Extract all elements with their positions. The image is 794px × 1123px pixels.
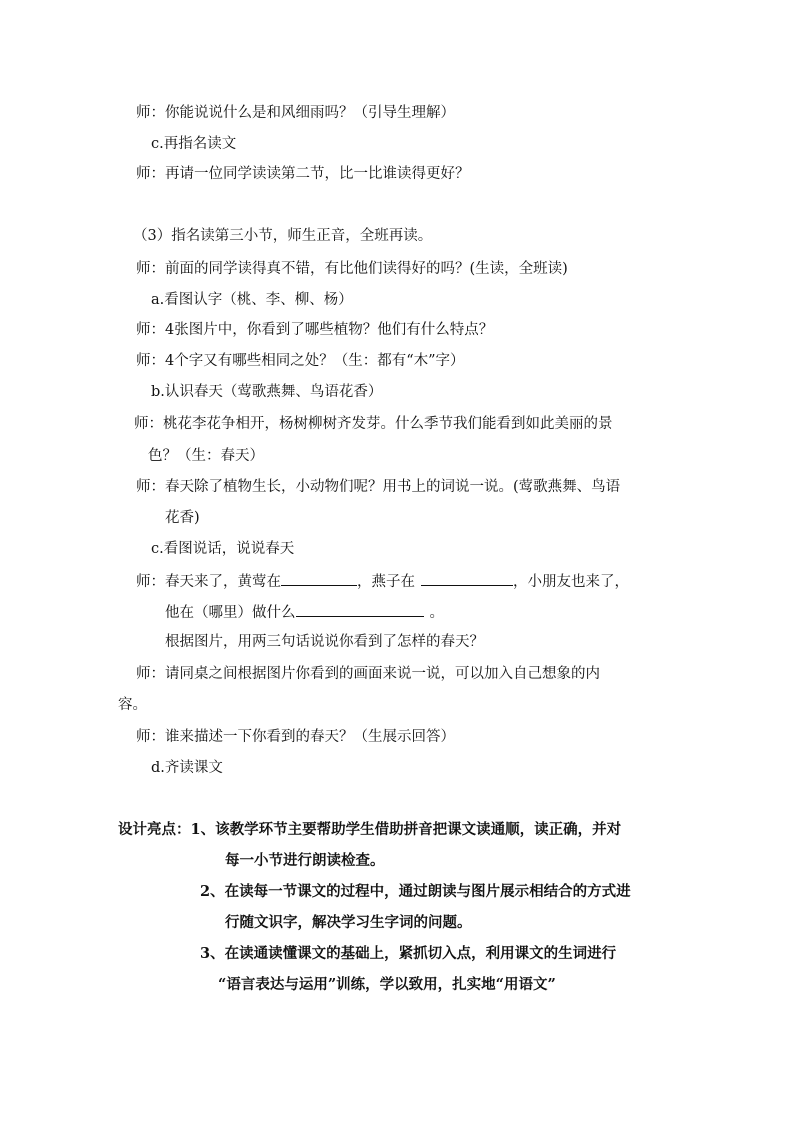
dialogue-continuation: 花香) (165, 510, 200, 526)
step-heading: c.再指名读文 (151, 136, 237, 152)
prompt-line: 根据图片，用两三句话说说你看到了怎样的春天？ (165, 634, 484, 650)
step-heading: b.认识春天（莺歌燕舞、鸟语花香） (151, 384, 383, 400)
dialogue-continuation: 容。 (118, 697, 147, 713)
dialogue-line: 师：前面的同学读得真不错，有比他们读得好的吗？(生读，全班读) (136, 261, 568, 277)
design-highlight-text: 2、在读每一节课文的过程中，通过朗读与图片展示相结合的方式进 (200, 883, 631, 900)
fill-blank-text: 。 (429, 605, 444, 621)
fill-blank-line (165, 601, 444, 623)
fill-blank-text: 师：春天来了，黄莺在 (136, 574, 281, 590)
dialogue-line: 师：请同桌之间根据图片你看到的画面来说一说，可以加入自己想象的内 (136, 666, 600, 682)
dialogue-line: 师：4张图片中，你看到了哪些植物？他们有什么特点？ (136, 322, 494, 338)
dialogue-line: 师：桃花李花争相开，杨树柳树齐发芽。什么季节我们能看到如此美丽的景 (134, 416, 613, 432)
dialogue-line: 师：4个字又有哪些相同之处？（生：都有“木”字） (136, 353, 465, 369)
design-highlight-text: 行随文识字，解决学习生字词的问题。 (225, 914, 472, 931)
fill-blank (281, 570, 357, 586)
design-highlight-text: “语言表达与运用”训练，学以致用，扎实地“用语文” (218, 976, 556, 993)
fill-blank-text: ，燕子在 (357, 574, 415, 590)
design-highlight-label: 设计亮点：1、该教学环节主要帮助学生借助拼音把课文读通顺，读正确，并对 (118, 821, 622, 838)
dialogue-line: 师：谁来描述一下你看到的春天？（生展示回答） (136, 729, 455, 745)
dialogue-line: 师：春天除了植物生长，小动物们呢？用书上的词说一说。(莺歌燕舞、鸟语 (136, 479, 621, 495)
step-heading: c.看图说话，说说春天 (151, 541, 295, 557)
dialogue-line: 师：你能说说什么是和风细雨吗？（引导生理解） (136, 105, 455, 121)
fill-blank-text: ，小朋友也来了， (513, 574, 629, 590)
fill-blank (296, 601, 424, 617)
fill-blank-line (136, 570, 629, 592)
design-highlight-text: 每一小节进行朗读检查。 (225, 852, 385, 869)
step-heading: a.看图认字（桃、李、柳、杨） (151, 292, 353, 308)
design-highlight-text: 3、在读通读懂课文的基础上，紧抓切入点，利用课文的生词进行 (200, 945, 617, 962)
step-heading: d.齐读课文 (151, 760, 223, 776)
dialogue-line: 师：再请一位同学读读第二节，比一比谁读得更好？ (136, 166, 470, 182)
dialogue-continuation: 色？（生：春天） (148, 448, 264, 464)
fill-blank (421, 570, 513, 586)
fill-blank-text: 他在（哪里）做什么 (165, 605, 296, 621)
section-heading: （3）指名读第三小节，师生正音，全班再读。 (133, 228, 433, 244)
